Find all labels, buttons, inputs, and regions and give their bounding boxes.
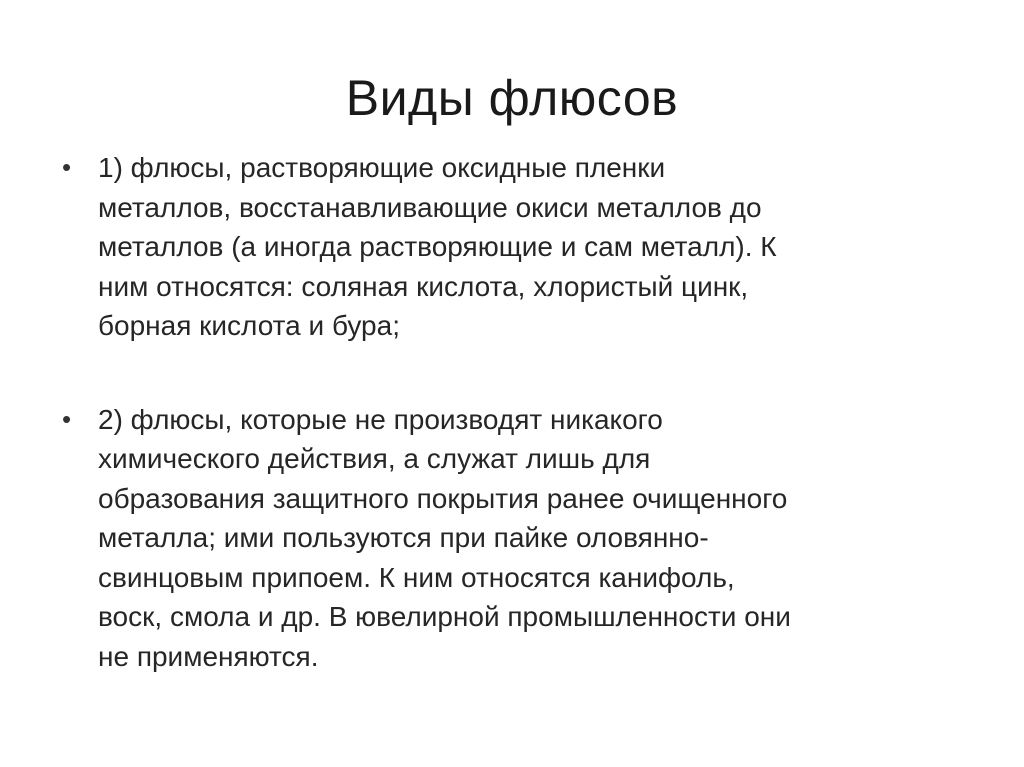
bullet-item-2 [60,400,960,677]
slide-title: Виды флюсов [345,70,679,126]
bullet-list [60,148,960,676]
bullet-marker: • [62,152,72,182]
bullet-item-1 [60,148,960,346]
bullet-text: 2) флюсы, которые не производят никакого химического действия, а служат лишь для образования защитного покрытия ранее очищенного металла; ими пользуются при пайке оловянно- свинцовым припоем. К ним относятся канифоль, воск, смола и др. В ювелирной промышленности они не применяются. [98,403,791,672]
bullet-marker: • [62,403,72,434]
bullet-text: 1) флюсы, растворяющие оксидные пленки металлов, восстанавливающие окиси металлов до металлов (а иногда растворяющие и сам металл). К ним относятся: соляная кислота, хлористый цинк, борная кислота и бура; [98,152,777,341]
